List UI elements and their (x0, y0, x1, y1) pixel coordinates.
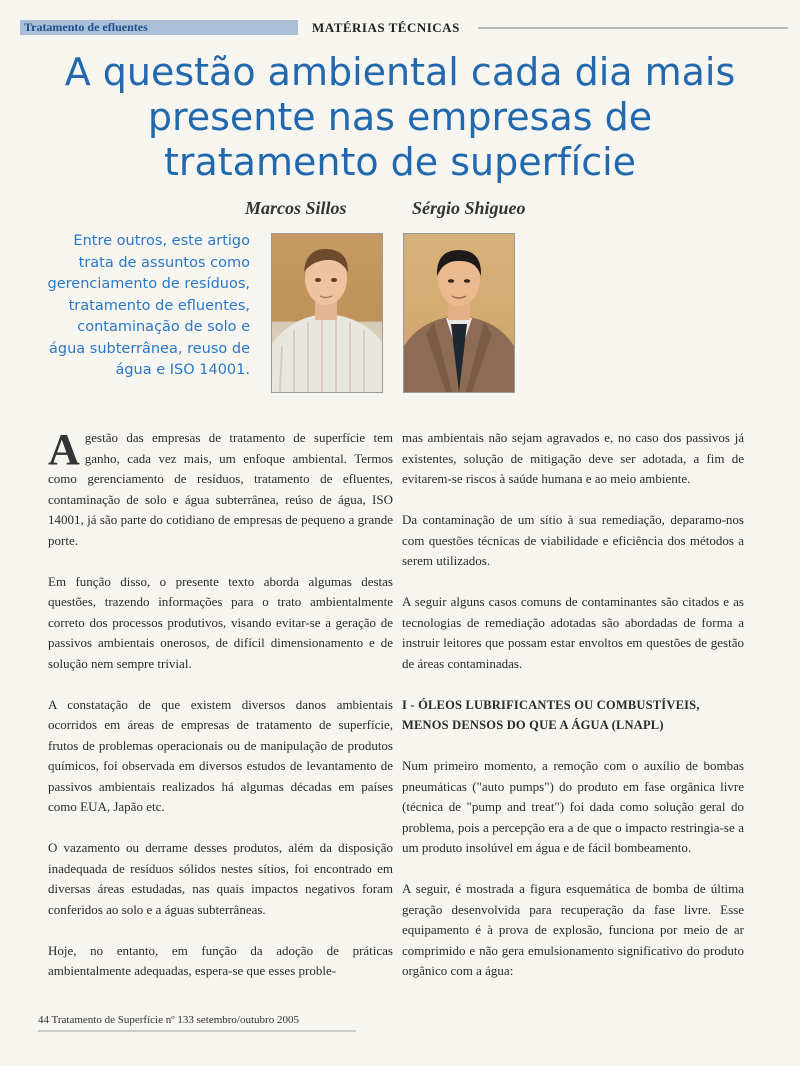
right-column (402, 428, 744, 1002)
section-subheading: I - ÓLEOS LUBRIFICANTES OU COMBUSTÍVEIS, MENOS DENSOS DO QUE A ÁGUA (LNAPL) (402, 697, 700, 732)
paragraph: A seguir, é mostrada a figura esquemática de bomba de última geração desenvolvida para recuperação da fase livre. Esse equipamento é à prova de explosão, funciona por meio de ar comprimido e não gera emulsionamento significativo do produto orgânico com a água: (402, 881, 744, 978)
author-name-1: Marcos Sillos (245, 198, 347, 218)
article-title: A questão ambiental cada dia mais presente nas empresas de tratamento de superfície (64, 50, 736, 184)
left-column (48, 425, 393, 1002)
category-label: MATÉRIAS TÉCNICAS (312, 20, 460, 35)
author-photo-1 (271, 233, 383, 393)
paragraph-text: gestão das empresas de tratamento de superfície tem ganho, cada vez mais, um enfoque ambiental. Termos como gerenciamento de resíduos, tratamento de efluentes, contaminação de solo e água subterrânea, reúso de água, ISO 14001, já são parte do cotidiano de empresas de pequeno a grande porte. (48, 430, 393, 548)
paragraph: Em função disso, o presente texto aborda algumas destas questões, trazendo informações para o trato ambientalmente correto dos processos produtivos, visando evitar-se a geração de passivos ambientais onerosos, de difícil dimensionamento e de solução nem sempre trivial. (48, 573, 393, 671)
paragraph: A seguir alguns casos comuns de contaminantes são citados e as tecnologias de remediação adotadas são abordadas de forma a instruir leitores que possam estar envoltos em questões de gestão de áreas contaminadas. (402, 594, 744, 671)
paragraph: O vazamento ou derrame desses produtos, além da disposição inadequada de resíduos sólidos nestes sítios, foi encontrado em diversas áreas estudadas, nas quais impactos negativos foram conferidos ao solo e a águas subterrâneas. (48, 840, 393, 917)
drop-cap: A (48, 425, 80, 474)
author-photo-2 (403, 233, 515, 393)
paragraph: Num primeiro momento, a remoção com o auxílio de bombas pneumáticas ("auto pumps") do produto em fase orgânica livre (técnica de "pump and treat") foi dada como solução geral do problema, pois a percepção era a de que o impacto restringia-se a um produto insolúvel em água e de fácil bombeamento. (402, 758, 744, 855)
paragraph: mas ambientais não sejam agravados e, no caso dos passivos já existentes, solução de mitigação deve ser adotada, a fim de evitarem-se riscos à saúde humana e ao meio ambiente. (402, 430, 744, 486)
paragraph (48, 425, 393, 551)
footer-divider (38, 1030, 356, 1032)
author-name-2: Sérgio Shigueo (412, 198, 526, 218)
header-divider (478, 27, 788, 29)
paragraph: Da contaminação de um sítio à sua remediação, deparamo-nos com questões técnicas de viabilidade e eficiência dos métodos a serem utilizados. (402, 512, 744, 568)
paragraph: Hoje, no entanto, em função da adoção de práticas ambientalmente adequadas, espera-se que esses proble- (48, 942, 393, 978)
paragraph: A constatação de que existem diversos danos ambientais ocorridos em áreas de empresas de tratamento de superfície, frutos de problemas operacionais ou de manipulação de produtos químicos, foi observada em diversos estudos de levantamento de passivos ambientais realizados há algumas décadas em países como EUA, Japão etc. (48, 696, 393, 814)
page-footer: 44 Tratamento de Superfície nº 133 setembro/outubro 2005 (38, 1014, 299, 1026)
section-label: Tratamento de efluentes (24, 20, 148, 34)
intro-summary: Entre outros, este artigo trata de assuntos como gerenciamento de resíduos, tratamento de efluentes, contaminação de solo e água subterrânea, reuso de água e ISO 14001. (47, 233, 250, 378)
